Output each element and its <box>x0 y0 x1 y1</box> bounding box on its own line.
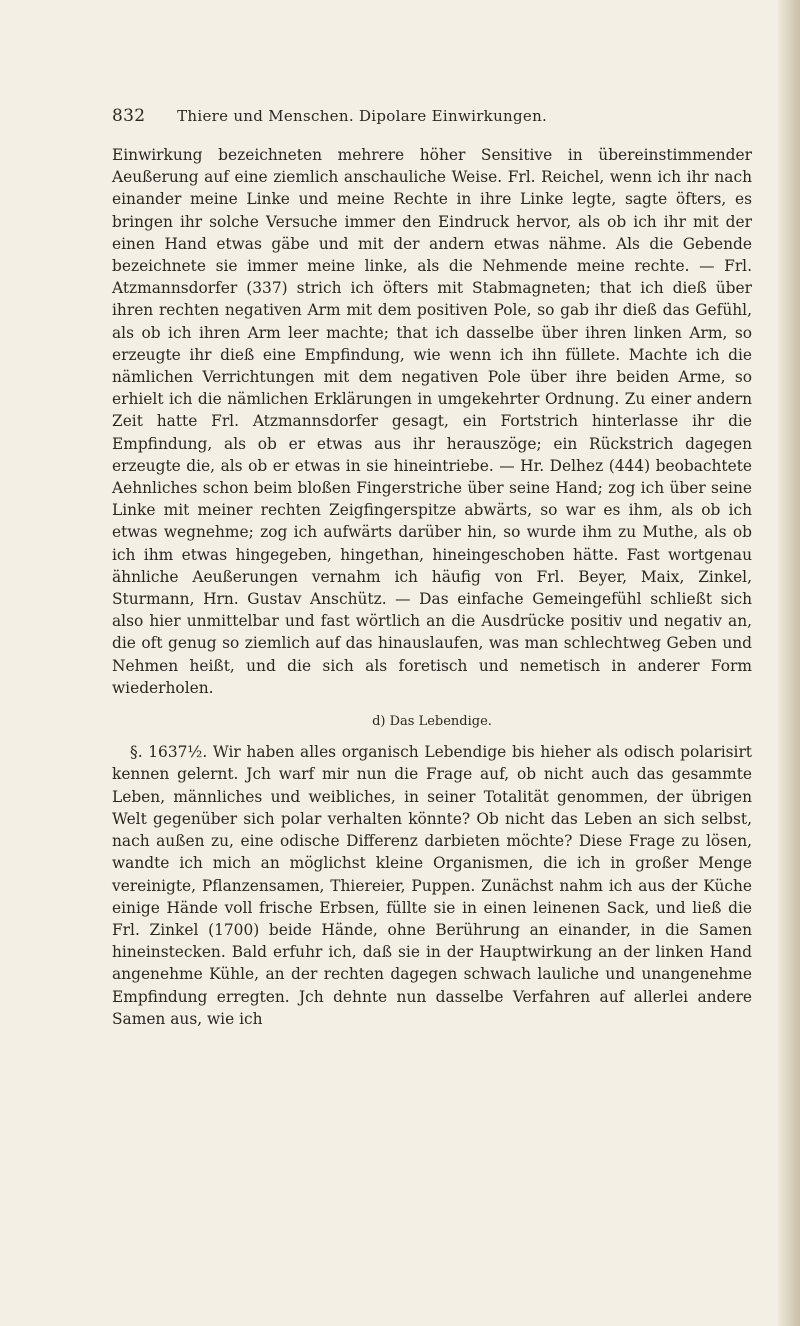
paragraph-2: §. 1637½. Wir haben alles organisch Lebendige bis hieher als odisch polarisirt kennen gelernt. Jch warf mir nun die Frage auf, ob nicht auch das gesammte Leben, männliches und weibliches, in seiner Totalität genommen, der übrigen Welt gegenüber sich polar verhalten könnte? Ob nicht das Leben an sich selbst, nach außen zu, eine odische Differenz darbieten möchte? Diese Frage zu lösen, wandte ich mich an möglichst kleine Organismen, die ich in großer Menge vereinigte, Pflanzensamen, Thiereier, Puppen. Zunächst nahm ich aus der Küche einige Hände voll frische Erbsen, füllte sie in einen leinenen Sack, und ließ die Frl. Zinkel (1700) beide Hände, ohne Berührung an einander, in die Samen hineinstecken. Bald erfuhr ich, daß sie in der Hauptwirkung an der linken Hand angenehme Kühle, an der rechten dagegen schwach lauliche und unangenehme Empfindung erregten. Jch dehnte nun dasselbe Verfahren auf allerlei andere Samen aus, wie ich <box>112 743 752 1028</box>
page-number: 832 <box>112 106 146 126</box>
paragraph-1: Einwirkung bezeichneten mehrere höher Sensitive in übereinstimmender Aeußerung auf eine ziemlich anschauliche Weise. Frl. Reichel, wenn ich ihr nach einander meine Linke und meine Rechte in ihre Linke legte, sagte öfters, es bringen ihr solche Versuche immer den Eindruck hervor, als ob ich ihr mit der einen Hand etwas gäbe und mit der andern etwas nähme. Als die Gebende bezeichnete sie immer meine linke, als die Nehmende meine rechte. — Frl. Atzmannsdorfer (337) strich ich öfters mit Stabmagneten; that ich dieß über ihren rechten negativen Arm mit dem positiven Pole, so gab ihr dieß das Gefühl, als ob ich ihren Arm leer machte; that ich dasselbe über ihren linken Arm, so erzeugte ihr dieß eine Empfindung, wie wenn ich ihn füllete. Machte ich die nämlichen Verrichtungen mit dem negativen Pole über ihre beiden Arme, so erhielt ich die nämlichen Erklärungen in umgekehrter Ordnung. Zu einer andern Zeit hatte Frl. Atzmannsdorfer gesagt, ein Fortstrich hinterlasse ihr die Empfindung, als ob er etwas aus ihr herauszöge; ein Rückstrich dagegen erzeugte die, als ob er etwas in sie hineintriebe. — Hr. Delhez (444) beobachtete Aehnliches schon beim bloßen Fingerstriche über seine Hand; zog ich über seine Linke mit meiner rechten Zeigfingerspitze abwärts, so war es ihm, als ob ich etwas wegnehme; zog ich aufwärts darüber hin, so wurde ihm zu Muthe, als ob ich ihm etwas hingegeben, hingethan, hineingeschoben hätte. Fast wortgenau ähnliche Aeußerungen vernahm ich häufig von Frl. Beyer, Maix, Zinkel, Sturmann, Hrn. Gustav Anschütz. — Das einfache Gemeingefühl schließt sich also hier unmittelbar und fast wörtlich an die Ausdrücke positiv und negativ an, die oft genug so ziemlich auf das hinauslaufen, was man schlechtweg Geben und Nehmen heißt, und die sich als foretisch und nemetisch in anderer Form wiederholen. <box>112 146 752 697</box>
page-edge-shadow <box>778 0 800 1326</box>
running-title: Thiere und Menschen. Dipolare Einwirkungen. <box>177 107 548 125</box>
body-text <box>112 144 752 1030</box>
running-header <box>112 106 712 126</box>
section-subheading: d) Das Lebendige. <box>372 714 492 730</box>
